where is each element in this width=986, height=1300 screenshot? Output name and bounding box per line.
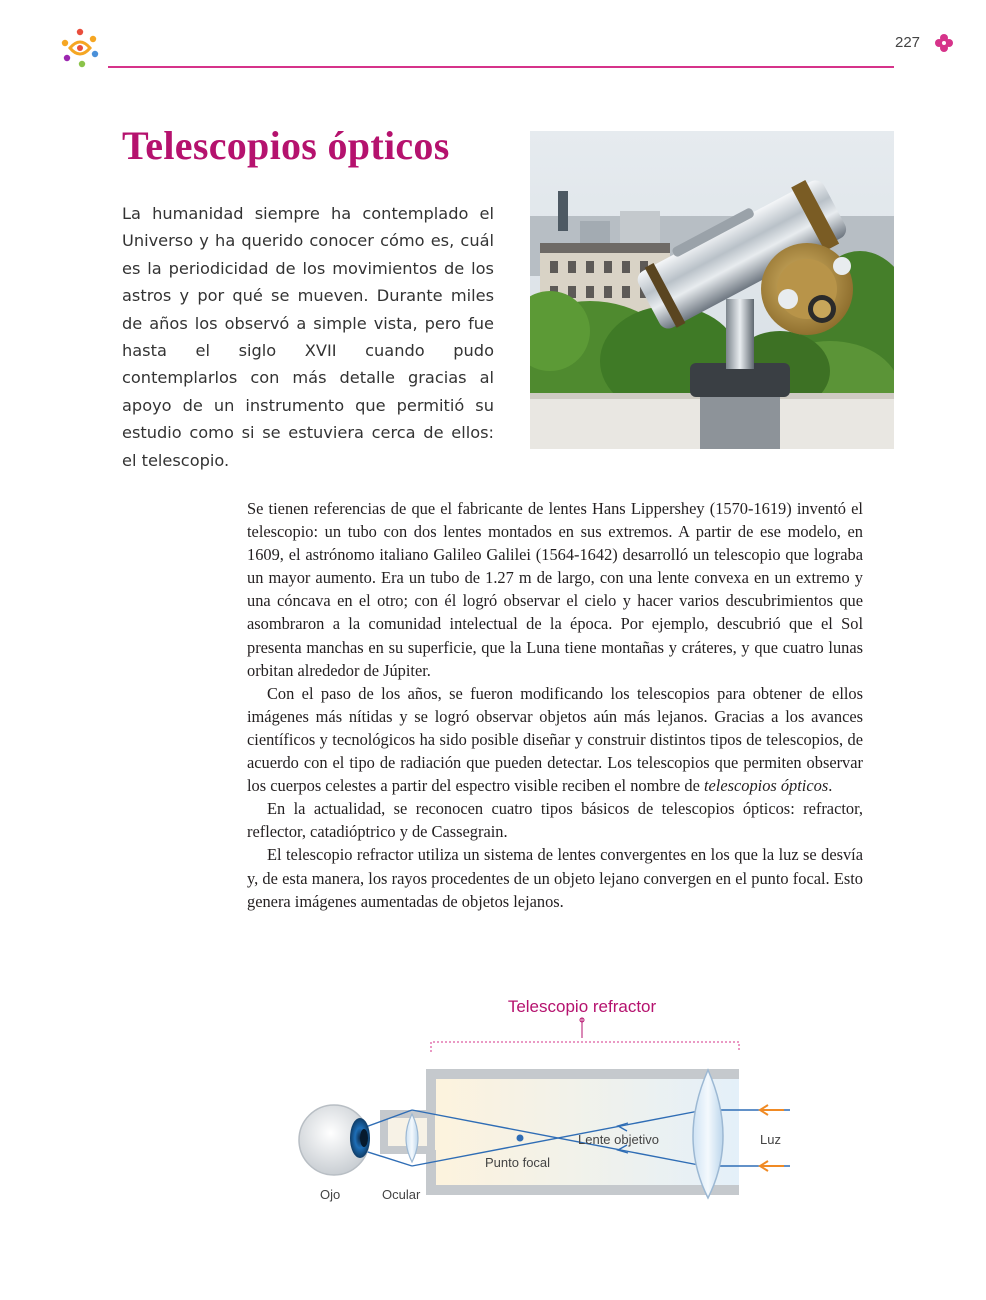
body-paragraph-4: El telescopio refractor utiliza un sistema de lentes convergentes en los que la luz se desvía y, de esta manera, los rayos procedentes de un objeto lejano convergen en el punto focal. Esto genera imágenes aumentadas de objetos lejanos. — [247, 845, 863, 911]
flower-ornament-icon — [934, 33, 954, 55]
emphasis-term: telescopios ópticos — [703, 776, 829, 796]
telescope-photo — [530, 131, 894, 449]
label-objective: Lente objetivo — [578, 1132, 659, 1147]
intro-paragraph: La humanidad siempre ha contemplado el Universo y ha querido conocer cómo es, cuál es la periodicidad de los movimientos de los astros y por qué se mueven. Durante miles de años los observó a simple vista, pero fue hasta el siglo XVII cuando pudo contemplarlos con más detalle gracias al apoyo de un instrumento que permitió su estudio como si se estuviera cerca de ellos: el telescopio. — [122, 204, 494, 470]
page-title: Telescopios ópticos — [122, 123, 450, 168]
label-focal-point: Punto focal — [485, 1155, 551, 1170]
focal-point-dot — [517, 1135, 524, 1142]
label-eye: Ojo — [320, 1187, 341, 1202]
body-paragraph-1: Se tienen referencias de que el fabricante de lentes Hans Lippershey (1570-1619) inventó el telescopio: un tubo con dos lentes montados en sus extremos. A partir de ese modelo, en 1609, el astrónomo italiano Galileo Galilei (1564-1642) desarrolló un telescopio que lograba un mayor aumento. Era un tubo de 1.27 m de largo, con una lente convexa en un extremo y una cóncava en el otro; con él logró observar el cielo y hacer varios descubrimientos que asombraron a la comunidad intelectual de la época. Por ejemplo, descubrió que el Sol presenta manchas en su superficie, que la Luna tiene montañas y cráteres, y que cuatro lunas orbitan alrededor de Júpiter. — [247, 499, 863, 680]
publisher-logo-icon — [58, 26, 102, 70]
body-paragraph-2 — [247, 682, 863, 797]
body-text — [247, 497, 863, 913]
refractor-diagram — [290, 990, 800, 1210]
label-light: Luz — [760, 1132, 781, 1147]
diagram-title: Telescopio refractor — [507, 997, 657, 1016]
title-bracket — [431, 1042, 739, 1052]
body-paragraph-2-text: Con el paso de los años, se fueron modificando los telescopios para obtener de ellos imágenes más nítidas y se logró observar objetos aún más lejanos. Gracias a los avances científicos y tecnológicos ha sido posible diseñar y construir distintos tipos de telescopios, de acuerdo con el tipo de radiación que pueden detectar. Los telescopios que permiten observar los cuerpos celestes a partir del espectro visible reciben el nombre de — [247, 683, 863, 796]
page-number: 227 — [895, 34, 921, 51]
header-rule — [108, 66, 894, 68]
label-eyepiece: Ocular — [382, 1187, 421, 1202]
body-paragraph-3: En la actualidad, se reconocen cuatro tipos básicos de telescopios ópticos: refractor, reflector, catadióptrico y de Cassegrain. — [247, 799, 863, 842]
body-paragraph-2-end: . — [828, 776, 833, 796]
eye-icon — [299, 1105, 370, 1175]
